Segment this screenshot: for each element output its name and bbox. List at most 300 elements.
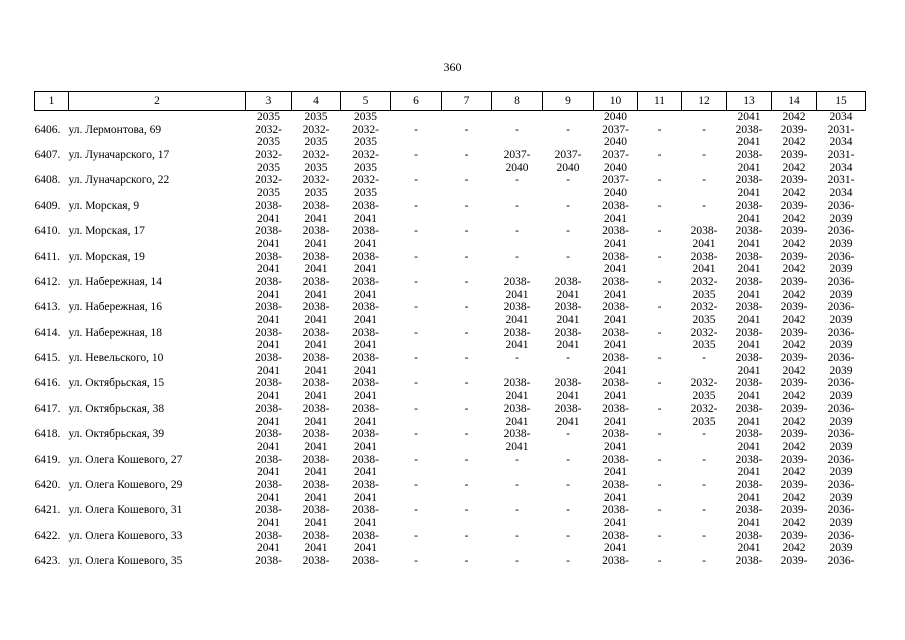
year-cell-line: 2041	[737, 136, 761, 149]
year-cell-line: 2041	[354, 466, 377, 479]
year-cell-line: 2042	[782, 440, 806, 453]
year-cell	[638, 124, 682, 149]
year-cell-line: 2038-	[690, 250, 718, 263]
year-cell-line: 2032-	[255, 149, 282, 162]
year-cell-line: 2039-	[780, 199, 808, 212]
year-cell-line: 2038-	[735, 301, 763, 314]
table-row	[35, 327, 866, 352]
year-cell	[391, 276, 442, 301]
year-cell-line: -	[566, 174, 570, 187]
year-cell-line: 2041	[556, 390, 580, 403]
year-cell-line: 2039-	[780, 174, 808, 187]
year-cell	[638, 200, 682, 225]
year-cell-line: -	[657, 504, 662, 517]
year-cell	[682, 251, 727, 276]
year-cell-line: 2038-	[735, 377, 763, 390]
table-row	[35, 301, 866, 326]
year-cell	[492, 200, 543, 225]
year-cell-line: 2038-	[503, 377, 531, 390]
year-cell-line: 2038-	[352, 478, 379, 491]
year-cell-line: 2036-	[827, 377, 855, 390]
year-cell	[391, 200, 442, 225]
year-cell-line: 2038-	[602, 326, 629, 339]
year-cell-line: -	[657, 326, 662, 339]
year-cell-line: -	[464, 225, 469, 238]
year-cell-line: 2041	[257, 364, 280, 377]
year-cell	[727, 454, 772, 479]
year-cell-line: 2041	[354, 517, 377, 530]
year-cell	[772, 403, 817, 428]
year-cell-line: 2041	[505, 314, 529, 327]
table-row	[35, 124, 866, 149]
year-cell-line: 2038-	[302, 301, 330, 314]
year-cell	[638, 504, 682, 529]
year-cell-line: 2041	[257, 237, 280, 250]
address-cell: ул. Набережная, 18	[68, 326, 163, 339]
year-cell-line: 2035	[354, 161, 377, 174]
year-cell-line: -	[414, 529, 418, 542]
year-cell	[246, 174, 292, 199]
year-cell	[594, 327, 638, 352]
address-cell: ул. Олега Кошевого, 33	[68, 529, 183, 542]
continuation-cell	[35, 111, 69, 124]
year-cell-line: 2042	[782, 517, 806, 530]
year-cell	[817, 504, 866, 529]
year-cell	[391, 428, 442, 453]
year-cell	[492, 251, 543, 276]
year-cell-line: 2032-	[302, 149, 330, 162]
year-cell	[246, 530, 292, 555]
year-cell-line: -	[414, 174, 418, 187]
year-cell-line: 2042	[782, 390, 806, 403]
year-cell-line: 2038-	[255, 529, 282, 542]
year-cell-line: 2041	[604, 339, 627, 352]
year-cell-line: -	[566, 478, 570, 491]
year-cell	[727, 403, 772, 428]
year-cell-line: 2039-	[780, 326, 808, 339]
year-cell	[594, 124, 638, 149]
year-cell-line: 2035	[257, 187, 280, 200]
year-cell-line: 2042	[782, 288, 806, 301]
year-cell	[543, 301, 594, 326]
year-cell-line: 2041	[304, 212, 328, 225]
year-cell-line: 2038-	[735, 529, 763, 542]
header-row	[35, 92, 866, 111]
year-cell-line: 2038-	[602, 199, 629, 212]
row-number: 6410.	[34, 225, 61, 238]
year-cell	[638, 377, 682, 402]
year-cell	[682, 301, 727, 326]
row-number: 6422.	[34, 529, 61, 542]
year-cell-line: 2035	[692, 288, 716, 301]
year-cell-line: 2041	[737, 466, 761, 479]
year-cell	[772, 555, 817, 568]
year-cell-line: -	[566, 428, 570, 441]
year-cell	[772, 428, 817, 453]
year-cell-line: 2031-	[827, 149, 855, 162]
year-cell-line: -	[515, 453, 519, 466]
year-cell-line: -	[566, 123, 570, 136]
year-cell-line: 2042	[782, 136, 806, 149]
year-cell-line: 2039-	[780, 301, 808, 314]
year-cell-line: 2041	[604, 212, 627, 225]
address-cell: ул. Набережная, 16	[68, 301, 163, 314]
year-cell-line: -	[464, 149, 469, 162]
year-cell	[391, 479, 442, 504]
year-cell-line: -	[657, 529, 662, 542]
year-cell-line: 2038-	[302, 275, 330, 288]
year-cell-line: -	[414, 352, 418, 365]
year-cell	[341, 530, 391, 555]
year-cell-line: -	[566, 250, 570, 263]
year-cell	[594, 276, 638, 301]
year-cell-line: 2038-	[255, 301, 282, 314]
year-cell-line: 2041	[737, 517, 761, 530]
year-cell	[817, 377, 866, 402]
year-cell-line: 2038-	[302, 352, 330, 365]
year-cell-line: 2042	[782, 415, 806, 428]
row-number: 6417.	[34, 402, 61, 415]
year-cell	[772, 251, 817, 276]
year-cell	[682, 428, 727, 453]
year-cell	[492, 530, 543, 555]
year-cell	[492, 124, 543, 149]
year-cell	[391, 530, 442, 555]
row-number: 6419.	[34, 453, 61, 466]
year-cell-line: -	[515, 555, 519, 568]
year-cell	[292, 301, 341, 326]
year-cell-line: 2036-	[827, 453, 855, 466]
year-cell	[817, 352, 866, 377]
year-cell-line: -	[414, 504, 418, 517]
year-cell	[543, 174, 594, 199]
year-cell	[594, 428, 638, 453]
year-cell	[492, 352, 543, 377]
year-cell-line: 2041	[354, 491, 377, 504]
year-cell-line: 2041	[354, 542, 377, 555]
year-cell-line: 2035	[692, 314, 716, 327]
year-cell	[727, 428, 772, 453]
year-cell	[682, 403, 727, 428]
year-cell	[246, 200, 292, 225]
year-cell-line: 2039	[829, 212, 853, 225]
year-cell	[442, 479, 492, 504]
year-cell-line: 2038-	[602, 555, 629, 568]
year-cell	[594, 225, 638, 250]
year-cell-line: 2040	[505, 161, 529, 174]
year-cell-line: 2041	[257, 517, 280, 530]
year-cell-line: -	[464, 478, 469, 491]
year-cell	[391, 377, 442, 402]
year-cell	[638, 530, 682, 555]
year-cell	[682, 352, 727, 377]
year-cell-line: 2032-	[690, 377, 718, 390]
column-header-2: 2	[69, 92, 246, 111]
year-cell-line: 2039	[829, 237, 853, 250]
address-cell: ул. Олега Кошевого, 35	[68, 555, 183, 568]
year-cell-line: 2038-	[302, 453, 330, 466]
year-cell	[292, 454, 341, 479]
year-cell	[727, 200, 772, 225]
year-cell	[543, 200, 594, 225]
year-cell-line: 2041	[737, 364, 761, 377]
year-cell	[391, 301, 442, 326]
year-cell-line: 2038-	[255, 478, 282, 491]
year-cell-line: 2036-	[827, 301, 855, 314]
year-cell-line: -	[657, 478, 662, 491]
year-cell-line: 2041	[737, 187, 761, 200]
continuation-cell	[492, 111, 543, 124]
year-cell-line: 2038-	[255, 453, 282, 466]
year-cell-line: 2039	[829, 263, 853, 276]
year-cell-line: -	[657, 402, 662, 415]
year-cell-line: 2038-	[255, 225, 282, 238]
year-cell-line: 2041	[604, 542, 627, 555]
year-cell-line: 2041	[556, 288, 580, 301]
year-cell	[727, 301, 772, 326]
year-cell	[727, 149, 772, 174]
year-cell-line: 2041	[354, 212, 377, 225]
year-cell	[543, 403, 594, 428]
year-cell-line: 2038-	[554, 275, 582, 288]
year-cell-line: 2035	[257, 161, 280, 174]
year-cell-line: 2041	[737, 390, 761, 403]
year-cell	[594, 251, 638, 276]
year-cell-line: -	[702, 123, 706, 136]
year-cell-line: 2041	[354, 314, 377, 327]
year-cell	[292, 124, 341, 149]
year-cell	[246, 428, 292, 453]
address-cell: ул. Олега Кошевого, 31	[68, 504, 183, 517]
year-cell-line: -	[464, 301, 469, 314]
year-cell-line: 2038-	[352, 453, 379, 466]
year-cell	[442, 200, 492, 225]
year-cell-line: 2041	[304, 339, 328, 352]
year-cell	[341, 377, 391, 402]
continuation-cell: 2042	[782, 111, 806, 123]
year-cell-line: 2038-	[602, 428, 629, 441]
year-cell	[772, 276, 817, 301]
year-cell-line: 2041	[692, 237, 716, 250]
continuation-row	[35, 111, 866, 124]
year-cell-line: 2041	[737, 161, 761, 174]
year-cell	[341, 225, 391, 250]
year-cell-line: 2038-	[302, 199, 330, 212]
column-header-13: 13	[727, 92, 772, 111]
year-cell	[246, 352, 292, 377]
year-cell-line: 2039-	[780, 402, 808, 415]
year-cell-line: 2041	[257, 263, 280, 276]
year-cell	[391, 149, 442, 174]
year-cell-line: -	[515, 123, 519, 136]
year-cell-line: 2042	[782, 491, 806, 504]
year-cell	[442, 276, 492, 301]
table-row	[35, 352, 866, 377]
year-cell-line: 2038-	[352, 352, 379, 365]
year-cell-line: 2037-	[602, 123, 629, 136]
year-cell-line: -	[464, 275, 469, 288]
year-cell-line: 2038-	[602, 352, 629, 365]
continuation-cell	[682, 111, 727, 124]
table-row	[35, 428, 866, 453]
year-cell	[682, 327, 727, 352]
year-cell	[817, 276, 866, 301]
column-header-15: 15	[817, 92, 866, 111]
year-cell	[682, 149, 727, 174]
year-cell-line: 2041	[556, 339, 580, 352]
year-cell	[727, 276, 772, 301]
year-cell-line: -	[657, 352, 662, 365]
year-cell	[442, 555, 492, 568]
year-cell	[682, 225, 727, 250]
year-cell-line: 2038-	[735, 174, 763, 187]
year-cell-line: 2041	[604, 517, 627, 530]
year-cell-line: 2039-	[780, 428, 808, 441]
year-cell-line: 2041	[604, 263, 627, 276]
year-cell	[727, 352, 772, 377]
year-cell-line: 2041	[257, 542, 280, 555]
year-cell	[817, 327, 866, 352]
year-cell-line: 2038-	[602, 402, 629, 415]
year-cell	[292, 428, 341, 453]
year-cell-line: 2038-	[352, 275, 379, 288]
year-cell	[727, 174, 772, 199]
year-cell-line: 2040	[556, 161, 580, 174]
year-cell	[341, 174, 391, 199]
year-cell	[442, 352, 492, 377]
year-cell-line: -	[702, 504, 706, 517]
year-cell-line: 2039	[829, 491, 853, 504]
table-row	[35, 276, 866, 301]
row-number: 6409.	[34, 199, 61, 212]
year-cell-line: 2038-	[352, 377, 379, 390]
year-cell	[543, 149, 594, 174]
year-cell-line: 2039	[829, 314, 853, 327]
year-cell-line: -	[515, 529, 519, 542]
year-cell	[341, 327, 391, 352]
year-cell	[391, 352, 442, 377]
year-cell	[246, 454, 292, 479]
year-cell-line: 2038-	[602, 529, 629, 542]
year-cell-line: 2038-	[352, 402, 379, 415]
row-number: 6406.	[34, 123, 61, 136]
year-cell	[492, 504, 543, 529]
year-cell-line: 2038-	[735, 478, 763, 491]
year-cell	[391, 403, 442, 428]
year-cell-line: -	[464, 199, 469, 212]
year-cell-line: -	[414, 555, 418, 568]
year-cell-line: -	[414, 225, 418, 238]
year-cell	[292, 504, 341, 529]
year-cell-line: 2041	[737, 212, 761, 225]
year-cell	[638, 454, 682, 479]
year-cell-line: 2038-	[554, 377, 582, 390]
year-cell	[682, 377, 727, 402]
row-number: 6408.	[34, 174, 61, 187]
year-cell	[543, 225, 594, 250]
year-cell-line: -	[566, 555, 570, 568]
year-cell-line: 2032-	[352, 123, 379, 136]
year-cell-line: 2038-	[352, 199, 379, 212]
address-cell: ул. Октябрьская, 39	[68, 428, 165, 441]
row-number: 6413.	[34, 301, 61, 314]
year-cell-line: 2035	[304, 161, 328, 174]
year-cell-line: 2032-	[352, 149, 379, 162]
year-cell	[492, 403, 543, 428]
year-cell	[772, 225, 817, 250]
year-cell	[772, 454, 817, 479]
year-cell	[341, 555, 391, 568]
year-cell-line: 2038-	[255, 428, 282, 441]
year-cell-line: 2041	[692, 263, 716, 276]
year-cell-line: -	[515, 352, 519, 365]
year-cell-line: 2041	[505, 390, 529, 403]
year-cell-line: 2041	[604, 415, 627, 428]
year-cell-line: 2041	[257, 390, 280, 403]
column-header-6: 6	[391, 92, 442, 111]
table-row	[35, 555, 866, 568]
year-cell-line: -	[515, 478, 519, 491]
year-cell-line: 2038-	[503, 326, 531, 339]
year-cell	[543, 479, 594, 504]
column-header-8: 8	[492, 92, 543, 111]
year-cell	[292, 555, 341, 568]
year-cell-line: 2038-	[255, 352, 282, 365]
year-cell	[638, 225, 682, 250]
year-cell-line: 2039	[829, 542, 853, 555]
year-cell-line: 2039-	[780, 352, 808, 365]
year-cell-line: 2038-	[735, 428, 763, 441]
table-body	[35, 111, 866, 568]
year-cell	[292, 403, 341, 428]
year-cell-line: -	[464, 123, 469, 136]
year-cell	[442, 377, 492, 402]
year-cell	[341, 454, 391, 479]
year-cell	[594, 174, 638, 199]
year-cell-line: 2038-	[735, 123, 763, 136]
year-cell	[442, 225, 492, 250]
year-cell-line: 2035	[257, 136, 280, 149]
year-cell-line: 2038-	[255, 326, 282, 339]
year-cell-line: 2038-	[302, 504, 330, 517]
year-cell	[594, 352, 638, 377]
year-cell-line: -	[464, 250, 469, 263]
year-cell-line: -	[414, 377, 418, 390]
year-cell	[391, 225, 442, 250]
year-cell	[543, 327, 594, 352]
year-cell-line: 2036-	[827, 326, 855, 339]
year-cell	[292, 530, 341, 555]
year-cell	[391, 327, 442, 352]
year-cell	[817, 301, 866, 326]
year-cell-line: 2038-	[255, 199, 282, 212]
year-cell-line: 2041	[354, 364, 377, 377]
address-cell: ул. Октябрьская, 38	[68, 402, 165, 415]
year-cell-line: 2039	[829, 288, 853, 301]
year-cell-line: 2036-	[827, 555, 855, 568]
year-cell-line: 2041	[354, 339, 377, 352]
year-cell	[817, 200, 866, 225]
year-cell	[772, 301, 817, 326]
year-cell	[341, 428, 391, 453]
year-cell-line: 2042	[782, 237, 806, 250]
address-cell: ул. Олега Кошевого, 27	[68, 453, 183, 466]
year-cell	[246, 504, 292, 529]
year-cell-line: 2035	[304, 187, 328, 200]
year-cell-line: 2038-	[352, 225, 379, 238]
year-cell-line: -	[702, 199, 706, 212]
year-cell-line: -	[414, 275, 418, 288]
